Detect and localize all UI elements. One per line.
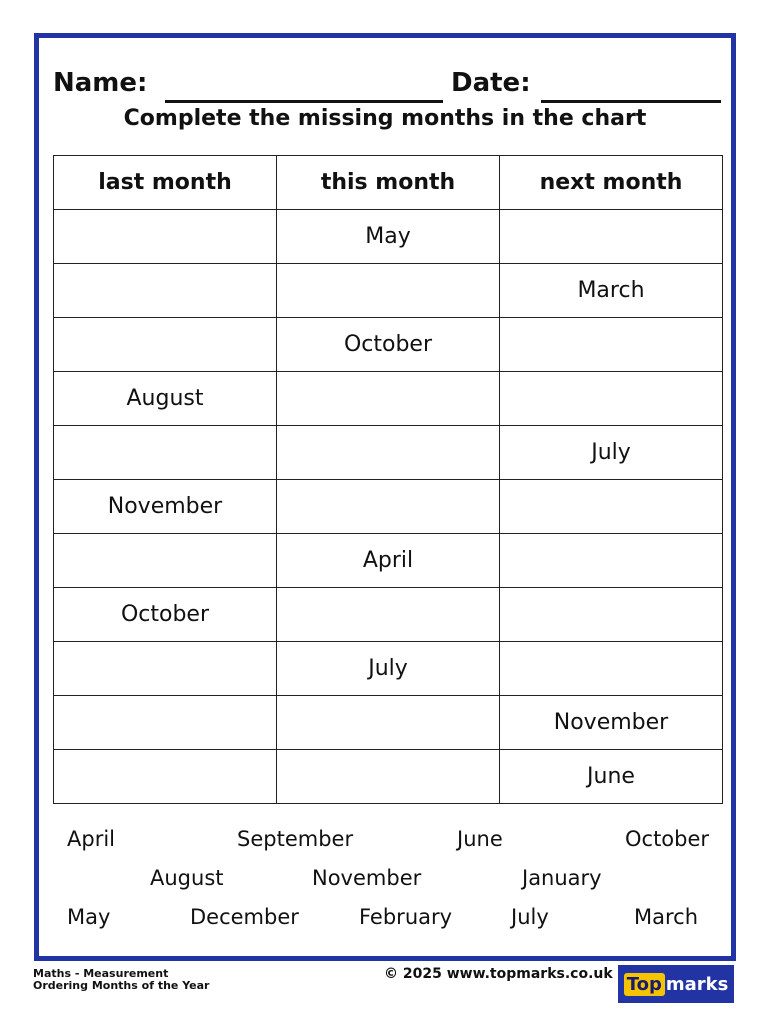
table-cell: March bbox=[500, 264, 723, 318]
table-cell: May bbox=[277, 210, 500, 264]
word-bank-item: May bbox=[67, 905, 111, 929]
date-label: Date: bbox=[451, 68, 531, 98]
table-header-row bbox=[54, 156, 723, 210]
table-cell bbox=[54, 534, 277, 588]
logo-marks-text: marks bbox=[665, 973, 729, 995]
name-label: Name: bbox=[53, 68, 148, 98]
table-cell bbox=[54, 210, 277, 264]
word-bank-item: July bbox=[511, 905, 549, 929]
table-cell bbox=[277, 264, 500, 318]
word-bank-item: January bbox=[522, 866, 602, 890]
table-row bbox=[54, 696, 723, 750]
copyright-text: © 2025 www.topmarks.co.uk bbox=[384, 966, 613, 982]
word-bank-item: February bbox=[359, 905, 453, 929]
table-row bbox=[54, 750, 723, 804]
table-row bbox=[54, 426, 723, 480]
table-cell: October bbox=[277, 318, 500, 372]
table-cell bbox=[54, 642, 277, 696]
months-chart bbox=[53, 155, 723, 804]
word-bank-item: June bbox=[457, 827, 503, 851]
table-row bbox=[54, 318, 723, 372]
table-cell bbox=[54, 426, 277, 480]
date-line bbox=[541, 100, 721, 103]
table-cell bbox=[277, 480, 500, 534]
word-bank-item: April bbox=[67, 827, 115, 851]
table-cell bbox=[54, 750, 277, 804]
table-row bbox=[54, 480, 723, 534]
worksheet-frame bbox=[34, 33, 736, 961]
table-cell bbox=[54, 696, 277, 750]
table-row bbox=[54, 264, 723, 318]
table-cell: July bbox=[277, 642, 500, 696]
table-cell bbox=[500, 534, 723, 588]
instruction-text: Complete the missing months in the chart bbox=[123, 106, 647, 131]
table-row bbox=[54, 534, 723, 588]
footer-subject bbox=[33, 968, 209, 992]
table-row bbox=[54, 372, 723, 426]
table-cell bbox=[277, 696, 500, 750]
table-cell bbox=[500, 480, 723, 534]
table-cell bbox=[500, 318, 723, 372]
table-row bbox=[54, 210, 723, 264]
table-cell bbox=[500, 210, 723, 264]
word-bank-item: September bbox=[237, 827, 354, 851]
table-cell: October bbox=[54, 588, 277, 642]
word-bank-item: November bbox=[312, 866, 422, 890]
table-cell bbox=[277, 372, 500, 426]
table-cell: August bbox=[54, 372, 277, 426]
name-line bbox=[165, 100, 443, 103]
column-header: next month bbox=[500, 156, 723, 210]
table-cell bbox=[277, 588, 500, 642]
table-cell bbox=[277, 426, 500, 480]
table-cell bbox=[500, 642, 723, 696]
table-cell: April bbox=[277, 534, 500, 588]
column-header: this month bbox=[277, 156, 500, 210]
table-cell bbox=[54, 318, 277, 372]
column-header: last month bbox=[54, 156, 277, 210]
table-cell: July bbox=[500, 426, 723, 480]
table-cell bbox=[500, 588, 723, 642]
word-bank-item: October bbox=[625, 827, 710, 851]
topmarks-logo bbox=[618, 965, 734, 1003]
name-date-row bbox=[53, 66, 721, 106]
subject-text: Maths - Measurement bbox=[33, 967, 169, 980]
table-cell: November bbox=[500, 696, 723, 750]
topic-text: Ordering Months of the Year bbox=[33, 979, 210, 992]
table-row bbox=[54, 588, 723, 642]
table-cell bbox=[54, 264, 277, 318]
table-cell: November bbox=[54, 480, 277, 534]
table-cell bbox=[500, 372, 723, 426]
table-cell bbox=[277, 750, 500, 804]
word-bank-item: March bbox=[634, 905, 699, 929]
word-bank-item: December bbox=[190, 905, 299, 929]
table-row bbox=[54, 642, 723, 696]
table-cell: June bbox=[500, 750, 723, 804]
word-bank-item: August bbox=[150, 866, 224, 890]
logo-top-text: Top bbox=[624, 973, 665, 996]
